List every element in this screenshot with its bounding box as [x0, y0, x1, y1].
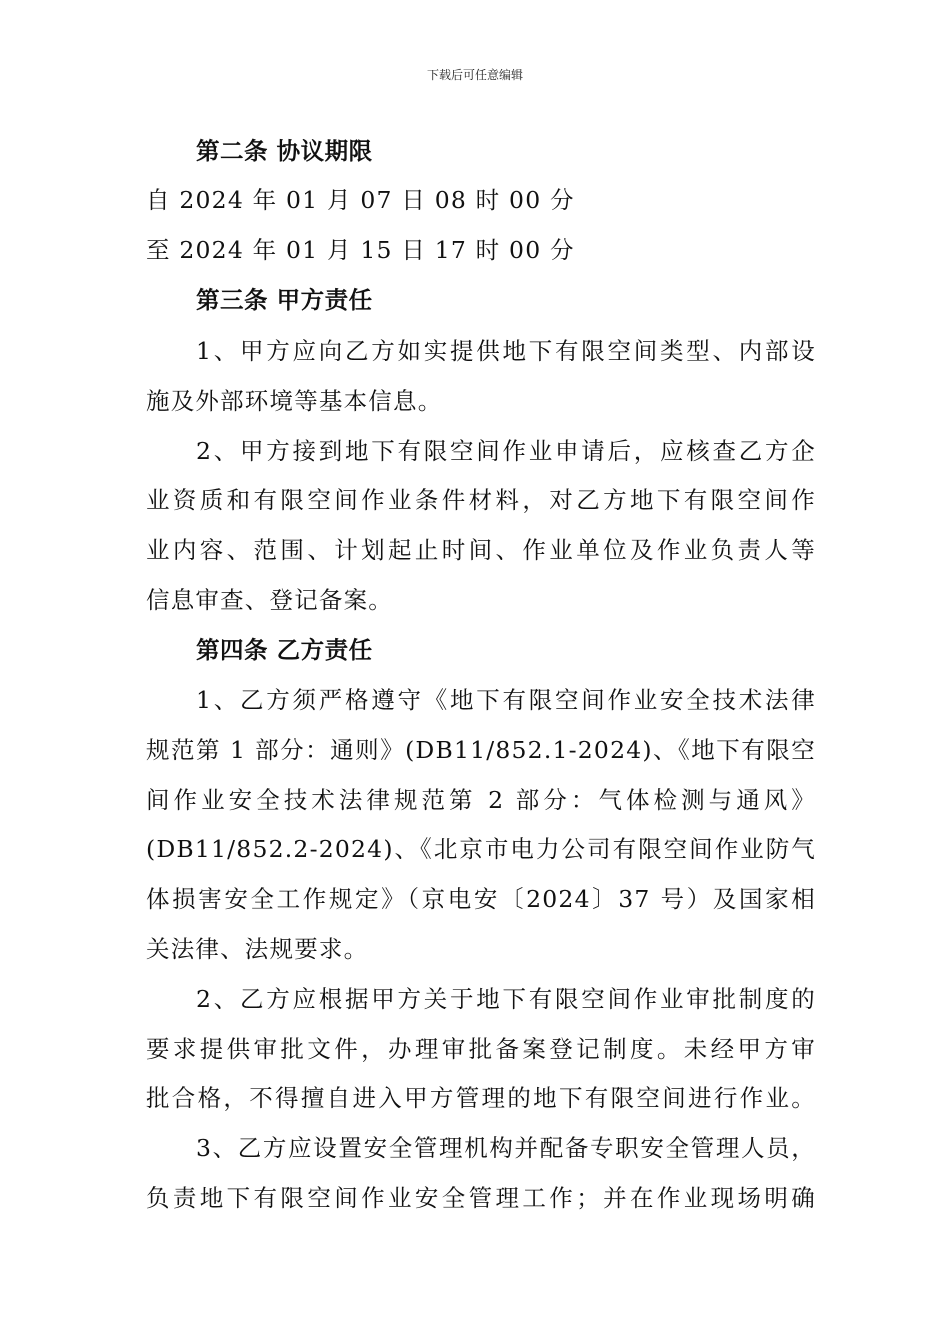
period-end-line: 至 2024 年 01 月 15 日 17 时 00 分	[146, 236, 575, 264]
paragraph-line: 3、乙方应设置安全管理机构并配备专职安全管理人员，	[196, 1134, 816, 1162]
paragraph-line: 关法律、法规要求。	[146, 935, 369, 963]
paragraph-line: 规范第 1 部分：通则》(DB11/852.1-2024)、《地下有限空	[146, 736, 816, 764]
paragraph-line: 负责地下有限空间作业安全管理工作；并在作业现场明确	[146, 1184, 816, 1212]
paragraph-line: (DB11/852.2-2024)、《北京市电力公司有限空间作业防气	[146, 835, 816, 863]
paragraph-line: 施及外部环境等基本信息。	[146, 387, 443, 415]
paragraph-line: 1、甲方应向乙方如实提供地下有限空间类型、内部设	[196, 337, 816, 365]
paragraph-line: 业资质和有限空间作业条件材料，对乙方地下有限空间作	[146, 486, 816, 514]
period-start-line: 自 2024 年 01 月 07 日 08 时 00 分	[146, 186, 575, 214]
article-2-heading: 第二条 协议期限	[196, 137, 373, 165]
paragraph-line: 信息审查、登记备案。	[146, 586, 393, 614]
article-3-heading: 第三条 甲方责任	[196, 286, 373, 314]
paragraph-line: 2、甲方接到地下有限空间作业申请后，应核查乙方企	[196, 437, 816, 465]
download-note: 下载后可任意编辑	[426, 68, 523, 82]
paragraph-line: 间作业安全技术法律规范第 2 部分：气体检测与通风》	[146, 786, 816, 814]
paragraph-line: 体损害安全工作规定》（京电安〔2024〕37 号）及国家相	[146, 885, 816, 913]
paragraph-line: 1、乙方须严格遵守《地下有限空间作业安全技术法律	[196, 686, 816, 714]
paragraph-line: 业内容、范围、计划起止时间、作业单位及作业负责人等	[146, 536, 816, 564]
paragraph-line: 批合格，不得擅自进入甲方管理的地下有限空间进行作业。	[146, 1084, 816, 1112]
paragraph-line: 要求提供审批文件，办理审批备案登记制度。未经甲方审	[146, 1035, 816, 1063]
article-4-heading: 第四条 乙方责任	[196, 636, 373, 664]
paragraph-line: 2、乙方应根据甲方关于地下有限空间作业审批制度的	[196, 985, 816, 1013]
